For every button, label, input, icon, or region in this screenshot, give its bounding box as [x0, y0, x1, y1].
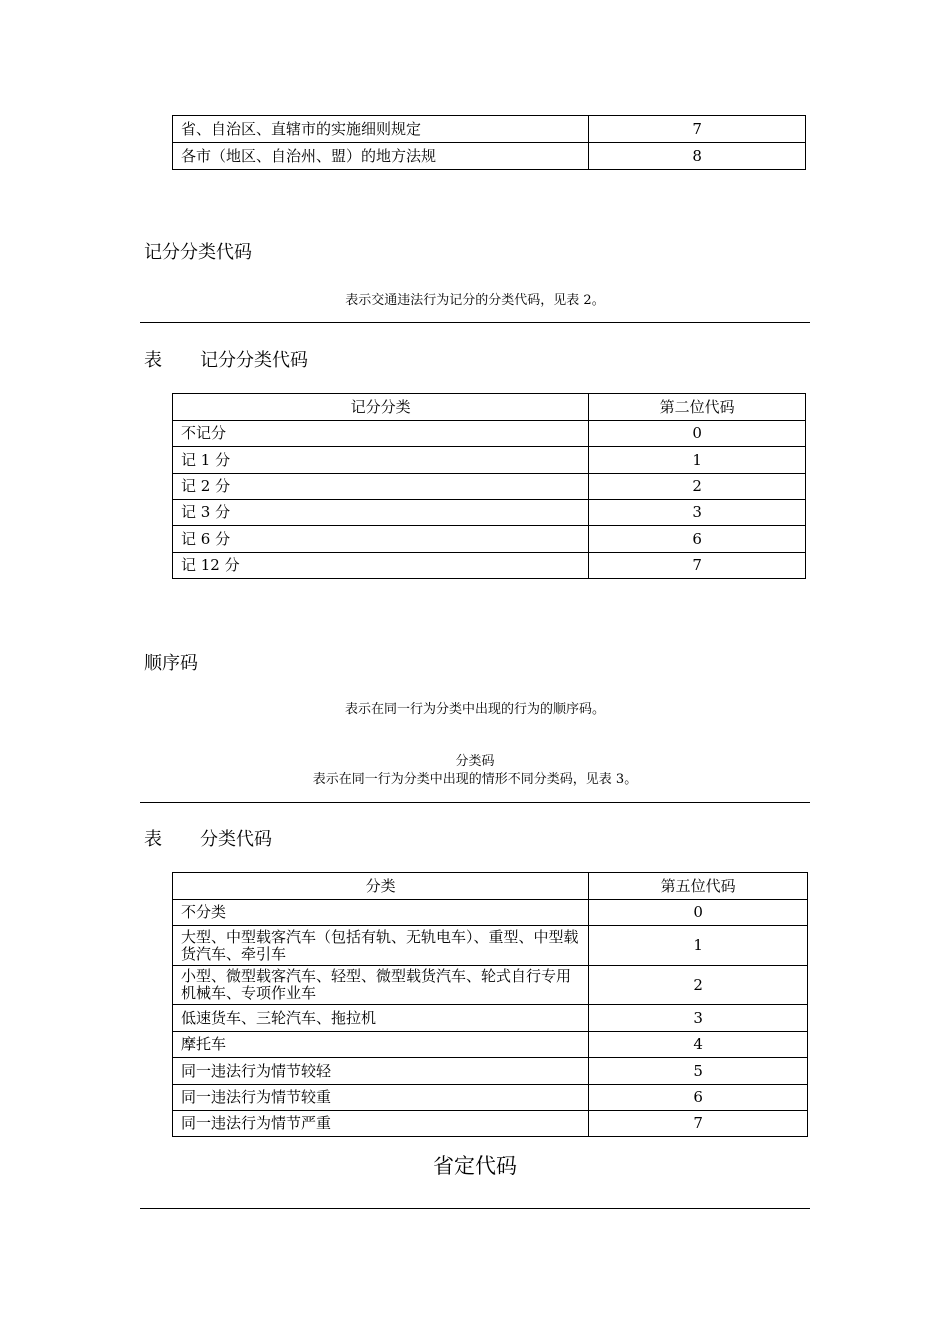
table-cell-label: 记 6 分 [173, 526, 589, 553]
section-divider [140, 802, 810, 803]
table-row [173, 116, 806, 143]
table-row [173, 1085, 808, 1111]
section-title-province: 省定代码 [433, 1154, 517, 1178]
table-cell-code: 5 [589, 1058, 808, 1085]
table-header-row [173, 873, 808, 900]
table-cell-label: 摩托车 [173, 1032, 589, 1058]
table-row [173, 1111, 808, 1137]
table-cell-code: 4 [589, 1032, 808, 1058]
section-divider [140, 322, 810, 323]
table-cell-label: 不记分 [173, 421, 589, 447]
table-row [173, 1005, 808, 1032]
table-cell-code: 7 [589, 1111, 808, 1137]
table-row [173, 500, 806, 526]
table-row [173, 474, 806, 500]
table-label: 表 [144, 829, 162, 850]
score-code-table [172, 393, 806, 579]
table-cell-label: 低速货车、三轮汽车、拖拉机 [173, 1005, 589, 1032]
table-title-category [144, 825, 272, 851]
table-cell-code: 1 [589, 926, 808, 966]
table-label: 表 [144, 350, 162, 371]
table-header-row [173, 394, 806, 421]
section-heading-sequence: 顺序码 [144, 653, 198, 674]
table-header-cell: 第五位代码 [589, 873, 808, 900]
table-cell-code: 2 [589, 474, 806, 500]
table-row [173, 526, 806, 553]
table-cell-code: 2 [589, 966, 808, 1005]
table-cell-label: 记 1 分 [173, 447, 589, 474]
table-row [173, 926, 808, 966]
section-subheading-category: 分类码 [455, 754, 495, 769]
table-cell-label: 同一违法行为情节较重 [173, 1085, 589, 1111]
section-note-sequence: 表示在同一行为分类中出现的行为的顺序码。 [344, 702, 605, 717]
table-row [173, 900, 808, 926]
table-cell-code: 6 [589, 526, 806, 553]
law-source-table [172, 115, 806, 170]
table-cell-code: 1 [589, 447, 806, 474]
table-row [173, 1058, 808, 1085]
table-row [173, 447, 806, 474]
table-cell-code: 7 [589, 116, 806, 143]
section-note-score: 表示交通违法行为记分的分类代码，见表 2。 [345, 293, 605, 308]
table-cell-label: 小型、微型载客汽车、轻型、微型载货汽车、轮式自行专用机械车、专项作业车 [173, 966, 589, 1005]
table-cell-label: 记 12 分 [173, 553, 589, 579]
table-title-text: 记分分类代码 [200, 350, 308, 371]
table-cell-label: 记 3 分 [173, 500, 589, 526]
table-cell-code: 3 [589, 500, 806, 526]
table-row [173, 966, 808, 1005]
table-cell-label: 大型、中型载客汽车（包括有轨、无轨电车）、重型、中型载货汽车、牵引车 [173, 926, 589, 966]
table-row [173, 553, 806, 579]
table-cell-label: 同一违法行为情节严重 [173, 1111, 589, 1137]
table-header-cell: 分类 [173, 873, 589, 900]
table-cell-code: 8 [589, 143, 806, 170]
table-header-cell: 记分分类 [173, 394, 589, 421]
table-cell-label: 记 2 分 [173, 474, 589, 500]
table-cell-code: 3 [589, 1005, 808, 1032]
table-cell-code: 7 [589, 553, 806, 579]
table-title-score [144, 346, 308, 372]
section-divider [140, 1208, 810, 1209]
section-heading-score: 记分分类代码 [144, 242, 252, 263]
category-code-table [172, 872, 808, 1137]
table-row [173, 1032, 808, 1058]
table-cell-code: 0 [589, 421, 806, 447]
table-row [173, 143, 806, 170]
section-note-category: 表示在同一行为分类中出现的情形不同分类码，见表 3。 [312, 772, 638, 787]
table-title-text: 分类代码 [200, 829, 272, 850]
table-cell-code: 0 [589, 900, 808, 926]
table-cell-label: 省、自治区、直辖市的实施细则规定 [173, 116, 589, 143]
table-cell-label: 不分类 [173, 900, 589, 926]
table-cell-label: 各市（地区、自治州、盟）的地方法规 [173, 143, 589, 170]
table-cell-label: 同一违法行为情节较轻 [173, 1058, 589, 1085]
table-header-cell: 第二位代码 [589, 394, 806, 421]
table-cell-code: 6 [589, 1085, 808, 1111]
table-row [173, 421, 806, 447]
